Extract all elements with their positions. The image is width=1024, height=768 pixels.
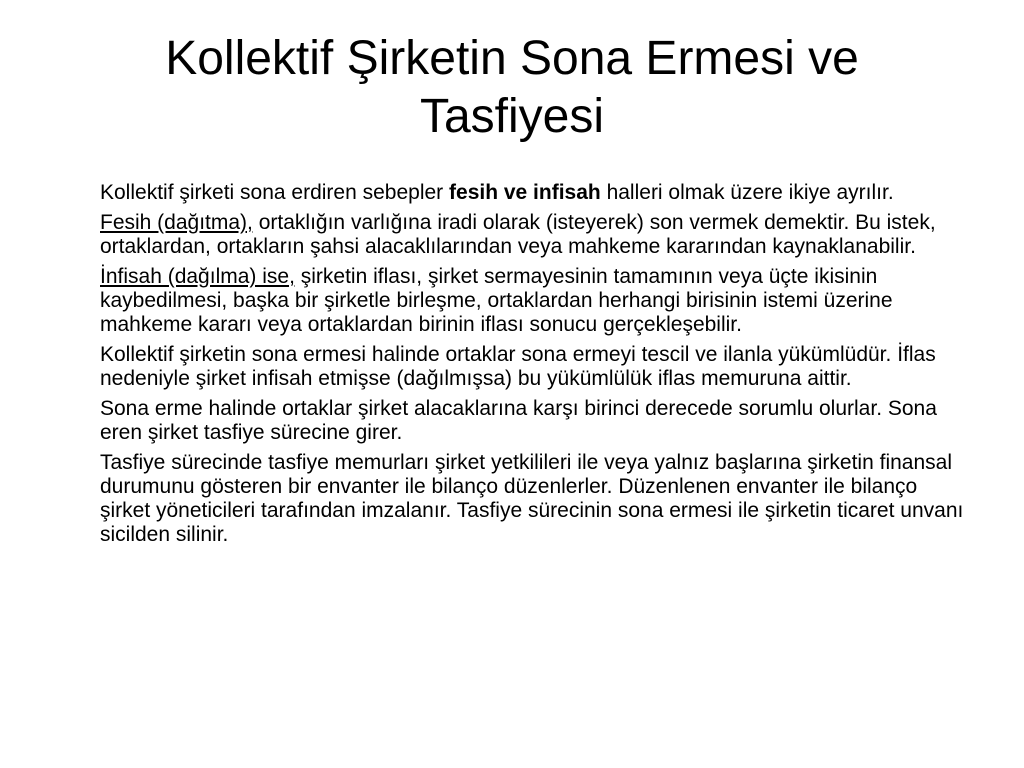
paragraph-sorumluluk: Sona erme halinde ortaklar şirket alacaklarına karşı birinci derecede sorumlu olurlar. Sona eren şirket tasfiye sürecine girer.: [100, 397, 937, 444]
slide-title-line-1: Kollektif Şirketin Sona Ermesi ve: [165, 32, 859, 85]
paragraph-tasfiye: Tasfiye sürecinde tasfiye memurları şirket yetkilileri ile veya yalnız başlarına şirketin finansal durumunu gösteren bir envanter ile bilanço düzenlerler. Düzenlenen envanter ile bilanço şirket yöneticileri tarafından imzalanır. Tasfiye sürecinin sona ermesi ile şirketin ticaret unvanı sicilden silinir.: [100, 451, 964, 546]
term-fesih: Fesih (dağıtma),: [100, 211, 253, 234]
term-infisah: İnfisah (dağılma) ise,: [100, 265, 295, 288]
paragraph-tescil: Kollektif şirketin sona ermesi halinde ortaklar sona ermeyi tescil ve ilanla yükümlüdür. İflas nedeniyle şirket infisah etmişse (dağılmışsa) bu yükümlülük iflas memuruna aittir.: [100, 343, 936, 390]
slide-title: [40, 30, 984, 146]
paragraph-infisah: [100, 265, 970, 337]
paragraph-intro-text-end: halleri olmak üzere ikiye ayrılır.: [600, 181, 894, 204]
paragraph-intro-text: Kollektif şirketi sona erdiren sebepler: [100, 181, 450, 204]
emphasis-fesih-infisah: fesih ve infisah: [449, 181, 601, 204]
paragraph-fesih: [100, 211, 970, 259]
paragraph-intro: [100, 181, 970, 205]
paragraph-infisah-text: şirketin iflası, şirket sermayesinin tamamının veya üçte ikisinin kaybedilmesi, başka bir şirketle birleşme, ortaklardan herhangi birisinin istemi üzerine mahkeme kararı veya ortaklardan birinin iflası sonucu gerçekleşebilir.: [100, 265, 893, 336]
paragraph-fesih-text: ortaklığın varlığına iradi olarak (isteyerek) son vermek demektir. Bu istek, ortaklardan, ortakların şahsi alacaklılarından veya mahkeme kararından kaynaklanabilir.: [100, 211, 936, 258]
slide-title-line-2: Tasfiyesi: [419, 90, 605, 143]
slide-body: [100, 181, 970, 553]
